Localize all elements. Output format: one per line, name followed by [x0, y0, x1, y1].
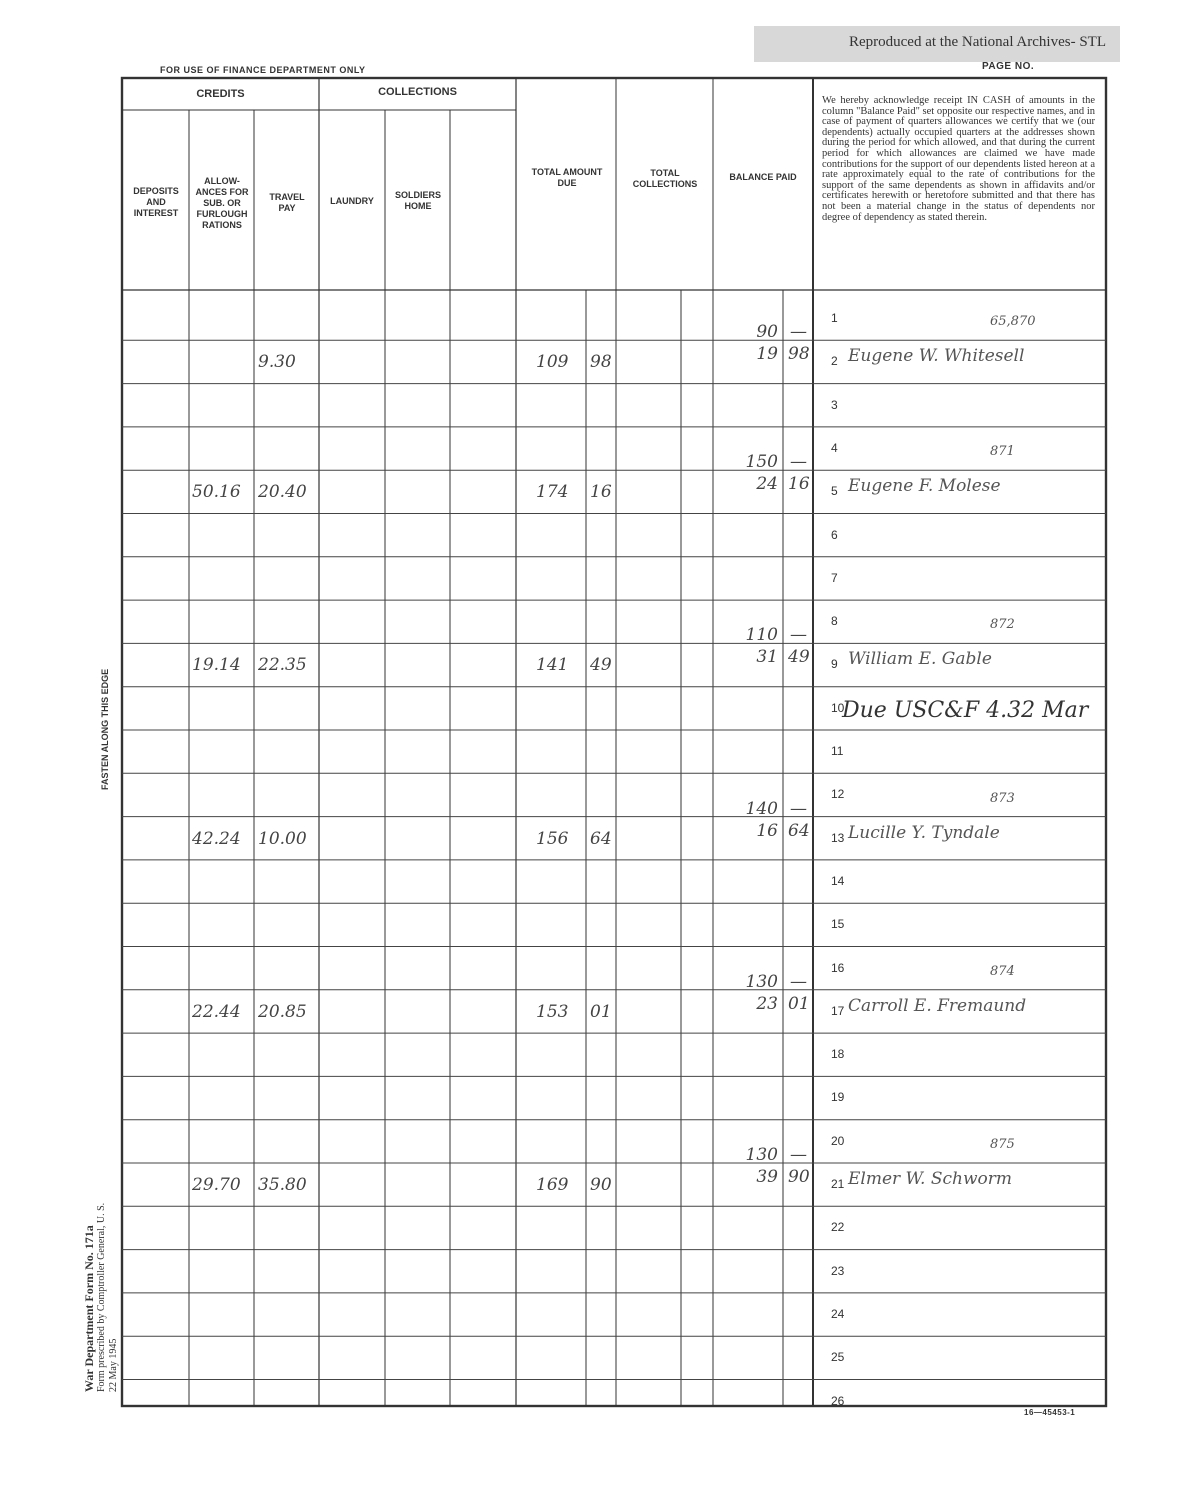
- row-number: 18: [831, 1047, 845, 1062]
- row-number: 11: [831, 744, 844, 758]
- row-number: 21: [831, 1177, 845, 1191]
- deposits-header: DEPOSITS AND INTEREST: [133, 186, 179, 218]
- credits-header: CREDITS: [196, 88, 245, 100]
- travel-header: TRAVEL PAY: [269, 192, 305, 213]
- total-dollars: 153: [536, 1001, 569, 1022]
- row-number: 2: [831, 354, 838, 369]
- row-number: 7: [831, 570, 838, 585]
- signature: Carroll E. Fremaund: [848, 995, 1027, 1016]
- balance-line1-dollars: 140: [745, 798, 778, 819]
- balance-line1-cents: —: [790, 322, 807, 343]
- fasten-label: FASTEN ALONG THIS EDGE: [100, 668, 110, 790]
- serial-number: 872: [990, 617, 1015, 633]
- signature: Elmer W. Schworm: [848, 1169, 1013, 1189]
- balance-line1-dollars: 130: [745, 1145, 778, 1165]
- allowances-value: 50.16: [192, 482, 241, 503]
- balance-line2-dollars: 23: [756, 993, 778, 1014]
- total-cents: 16: [590, 482, 612, 503]
- row-number: 4: [831, 440, 838, 455]
- row-number: 10: [831, 700, 845, 715]
- row-number: 8: [831, 614, 838, 629]
- total-collections-header: TOTAL COLLECTIONS: [632, 168, 698, 189]
- balance-line2-cents: 01: [788, 993, 810, 1014]
- total-cents: 98: [590, 352, 612, 373]
- signature: Eugene F. Molese: [848, 476, 1001, 497]
- total-dollars: 156: [536, 828, 569, 849]
- allowances-value: 42.24: [192, 828, 241, 849]
- allowances-value: 22.44: [192, 1001, 241, 1022]
- row-number: 13: [831, 830, 845, 845]
- total-due-header: TOTAL AMOUNT DUE: [531, 167, 603, 188]
- row-number: 15: [831, 917, 845, 932]
- soldiers-home-header: SOLDIERS HOME: [394, 190, 441, 211]
- laundry-header: LAUNDRY: [330, 196, 374, 206]
- row-number: 23: [831, 1263, 845, 1278]
- allowances-value: 29.70: [192, 1175, 241, 1195]
- total-cents: 49: [590, 655, 612, 676]
- row-number: 25: [831, 1350, 845, 1365]
- total-dollars: 174: [536, 482, 569, 503]
- acknowledgement-text: We hereby acknowledge receipt IN CASH of amounts in the column "Balance Paid" set opposite our respective names, and in case of payment of quarters allowances we certify that we (our dependents) actually occupied quarters at the addresses shown during the period for which allowed, and that during the current period for which allowances are claimed we have made contributions for the support of our dependents listed hereon at a rate approximately equal to the rate of contributions for the support of the same dependents as shown in affidavits and/or certificates herewith or heretofore submitted and that there has not been a material change in the status of dependents nor degree of dependency as stated therein.: [822, 95, 1095, 223]
- balance-line1-cents: —: [790, 625, 807, 646]
- row10-note: Due USC&F 4.32 Mar: [842, 698, 1089, 723]
- total-dollars: 141: [536, 655, 569, 676]
- serial-number: 65,870: [990, 314, 1036, 330]
- travel-value: 22.35: [258, 655, 307, 676]
- serial-number: 873: [990, 790, 1015, 806]
- balance-line1-cents: —: [790, 971, 807, 992]
- balance-line2-cents: 16: [788, 474, 810, 495]
- page-no-label: PAGE NO.: [982, 61, 1035, 72]
- allowances-header: ALLOW- ANCES FOR SUB. OR FURLOUGH RATIONS: [195, 176, 249, 230]
- allowances-value: 19.14: [192, 655, 241, 676]
- print-code: 16—45453-1: [1024, 1408, 1076, 1417]
- form-date: 22 May 1945: [108, 1338, 119, 1392]
- balance-line2-cents: 49: [788, 647, 810, 668]
- row-number: 17: [831, 1003, 845, 1018]
- row-number: 9: [831, 657, 838, 672]
- balance-line2-dollars: 19: [756, 344, 778, 365]
- total-cents: 90: [590, 1175, 612, 1195]
- signature: William E. Gable: [848, 649, 992, 670]
- balance-line1-dollars: 110: [745, 625, 778, 646]
- signature: Lucille Y. Tyndale: [848, 822, 1000, 843]
- travel-value: 9.30: [258, 352, 296, 373]
- travel-value: 20.85: [258, 1001, 307, 1022]
- row-number: 22: [831, 1220, 845, 1235]
- row-number: 26: [831, 1393, 845, 1408]
- row-number: 20: [831, 1133, 845, 1148]
- balance-line2-dollars: 16: [756, 820, 778, 841]
- stamp-text: Reproduced at the National Archives- STL: [848, 34, 1106, 50]
- form-prescribed: Form prescribed by Comptroller General, U. S.: [96, 1202, 107, 1392]
- total-dollars: 109: [536, 352, 569, 373]
- finance-label: FOR USE OF FINANCE DEPARTMENT ONLY: [160, 65, 366, 75]
- balance-line1-dollars: 150: [745, 452, 778, 473]
- balance-line1-cents: —: [790, 798, 807, 819]
- row-number: 12: [831, 787, 845, 802]
- balance-line2-cents: 64: [788, 820, 810, 841]
- row-number: 14: [831, 873, 845, 888]
- serial-number: 875: [990, 1137, 1015, 1152]
- travel-value: 10.00: [258, 828, 307, 849]
- row-number: 5: [831, 484, 838, 499]
- collections-header: COLLECTIONS: [378, 86, 457, 98]
- row-number: 19: [831, 1090, 845, 1105]
- travel-value: 20.40: [258, 482, 307, 503]
- balance-line2-cents: 90: [788, 1167, 810, 1187]
- balance-line1-cents: —: [790, 452, 807, 473]
- row-number: 24: [831, 1306, 845, 1321]
- balance-line1-dollars: 90: [756, 322, 778, 343]
- balance-line2-cents: 98: [788, 344, 810, 365]
- balance-line2-dollars: 24: [756, 474, 778, 495]
- balance-line2-dollars: 31: [756, 647, 778, 668]
- row-number: 3: [831, 397, 838, 412]
- total-cents: 01: [590, 1001, 612, 1022]
- row-number: 16: [831, 960, 845, 975]
- serial-number: 871: [990, 444, 1015, 460]
- signature: Eugene W. Whitesell: [848, 346, 1025, 367]
- balance-line2-dollars: 39: [756, 1167, 778, 1187]
- total-dollars: 169: [536, 1175, 569, 1195]
- balance-paid-header: BALANCE PAID: [729, 172, 797, 182]
- balance-line1-dollars: 130: [745, 971, 778, 992]
- form-title: War Department Form No. 171a: [82, 1225, 96, 1392]
- balance-line1-cents: —: [790, 1145, 807, 1165]
- total-cents: 64: [590, 828, 612, 849]
- travel-value: 35.80: [258, 1175, 307, 1195]
- row-number: 6: [831, 527, 838, 542]
- row-number: 1: [831, 311, 838, 325]
- serial-number: 874: [990, 963, 1015, 979]
